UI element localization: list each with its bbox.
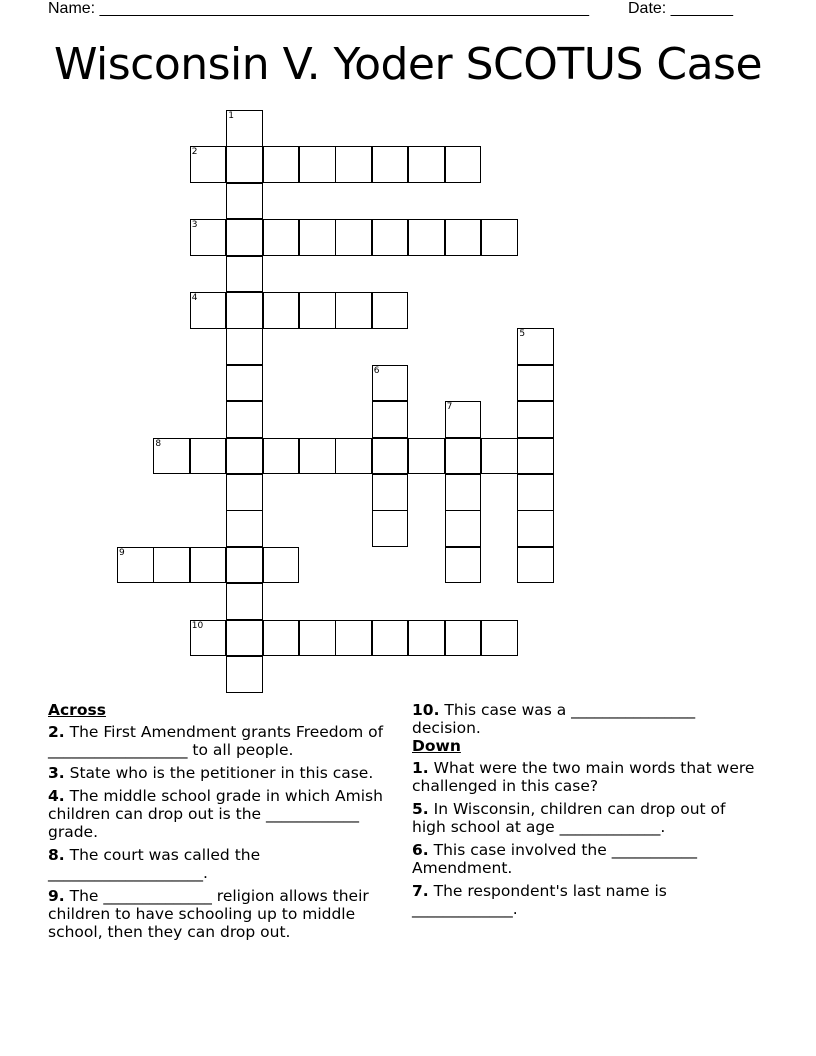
crossword-cell[interactable] — [226, 547, 263, 584]
crossword-cell[interactable] — [335, 292, 372, 329]
clue-text: The ______________ religion allows their children to have schooling up to middle school, then they can drop out. — [48, 887, 369, 941]
clue-text: The respondent's last name is _____________. — [412, 882, 667, 918]
crossword-cell[interactable] — [153, 438, 190, 475]
crossword-cell[interactable] — [299, 146, 336, 183]
crossword-cell[interactable] — [481, 219, 518, 256]
crossword-cell[interactable] — [226, 328, 263, 365]
crossword-cell[interactable] — [226, 183, 263, 220]
clue-across-9 — [48, 887, 393, 941]
clue-number: 10. — [412, 701, 440, 719]
crossword-cell[interactable] — [226, 583, 263, 620]
crossword-cell[interactable] — [263, 292, 300, 329]
clue-text: The middle school grade in which Amish children can drop out is the ____________ grade. — [48, 787, 383, 841]
crossword-cell[interactable] — [263, 438, 300, 475]
crossword-cell[interactable] — [445, 620, 482, 657]
clues-column-left — [48, 701, 393, 946]
crossword-cell[interactable] — [226, 656, 263, 693]
clue-number: 3. — [48, 764, 65, 782]
crossword-cell[interactable] — [517, 401, 554, 438]
clues-column-right — [412, 701, 757, 923]
crossword-cell[interactable] — [226, 620, 263, 657]
cell-number: 3 — [191, 220, 198, 231]
crossword-cell[interactable] — [226, 110, 263, 147]
crossword-cell[interactable] — [190, 438, 227, 475]
crossword-cell[interactable] — [153, 547, 190, 584]
crossword-cell[interactable] — [517, 438, 554, 475]
crossword-cell[interactable] — [445, 146, 482, 183]
down-heading: Down — [412, 737, 461, 755]
crossword-cell[interactable] — [517, 510, 554, 547]
crossword-cell[interactable] — [299, 219, 336, 256]
crossword-cell[interactable] — [226, 401, 263, 438]
clue-number: 9. — [48, 887, 65, 905]
clue-across-2 — [48, 723, 393, 759]
clue-number: 4. — [48, 787, 65, 805]
clue-number: 5. — [412, 800, 429, 818]
clue-text: In Wisconsin, children can drop out of high school at age _____________. — [412, 800, 726, 836]
crossword-cell[interactable] — [517, 547, 554, 584]
crossword-cell[interactable] — [481, 620, 518, 657]
crossword-cell[interactable] — [445, 547, 482, 584]
crossword-cell[interactable] — [226, 146, 263, 183]
crossword-cell[interactable] — [517, 474, 554, 511]
header — [48, 0, 748, 20]
crossword-cell[interactable] — [372, 510, 409, 547]
crossword-cell[interactable] — [481, 438, 518, 475]
cell-number: 7 — [446, 402, 453, 413]
cell-number: 10 — [191, 620, 204, 631]
crossword-cell[interactable] — [372, 401, 409, 438]
crossword-cell[interactable] — [335, 438, 372, 475]
crossword-cell[interactable] — [408, 620, 445, 657]
cell-number: 6 — [373, 365, 380, 376]
page-title: Wisconsin V. Yoder SCOTUS Case — [53, 39, 763, 90]
crossword-cell[interactable] — [226, 510, 263, 547]
crossword-cell[interactable] — [226, 292, 263, 329]
clue-down-1 — [412, 759, 757, 795]
crossword-cell[interactable] — [263, 146, 300, 183]
clue-number: 8. — [48, 846, 65, 864]
crossword-cell[interactable] — [263, 547, 300, 584]
date-line[interactable]: Date: _______ — [628, 0, 733, 17]
crossword-cell[interactable] — [190, 547, 227, 584]
crossword-cell[interactable] — [445, 474, 482, 511]
crossword-cell[interactable] — [190, 620, 227, 657]
crossword-cell[interactable] — [372, 438, 409, 475]
clue-across-8 — [48, 846, 393, 882]
clue-text: State who is the petitioner in this case. — [69, 764, 374, 782]
clue-down-7 — [412, 882, 757, 918]
cell-number: 8 — [155, 438, 162, 449]
crossword-cell[interactable] — [445, 401, 482, 438]
crossword-cell[interactable] — [372, 292, 409, 329]
clue-number: 7. — [412, 882, 429, 900]
clue-across-3 — [48, 764, 393, 782]
crossword-cell[interactable] — [299, 438, 336, 475]
clue-text: The First Amendment grants Freedom of __________________ to all people. — [48, 723, 384, 759]
crossword-cell[interactable] — [226, 219, 263, 256]
crossword-cell[interactable] — [445, 510, 482, 547]
crossword-cell[interactable] — [263, 219, 300, 256]
crossword-cell[interactable] — [517, 328, 554, 365]
across-heading: Across — [48, 701, 106, 719]
clue-text: What were the two main words that were challenged in this case? — [412, 759, 755, 795]
cell-number: 2 — [191, 147, 198, 158]
crossword-cell[interactable] — [190, 146, 227, 183]
crossword-cell[interactable] — [226, 474, 263, 511]
crossword-cell[interactable] — [263, 620, 300, 657]
clue-number: 1. — [412, 759, 429, 777]
clue-text: This case involved the ___________ Amendment. — [412, 841, 697, 877]
crossword-cell[interactable] — [226, 256, 263, 293]
crossword-cell[interactable] — [372, 219, 409, 256]
crossword-cell[interactable] — [226, 365, 263, 402]
crossword-cell[interactable] — [190, 292, 227, 329]
clue-across-10 — [412, 701, 757, 737]
clue-down-6 — [412, 841, 757, 877]
crossword-cell[interactable] — [335, 219, 372, 256]
crossword-cell[interactable] — [372, 365, 409, 402]
clue-text: The court was called the ____________________. — [48, 846, 261, 882]
crossword-cell[interactable] — [226, 438, 263, 475]
crossword-cell[interactable] — [372, 474, 409, 511]
crossword-cell[interactable] — [445, 438, 482, 475]
crossword-cell[interactable] — [372, 146, 409, 183]
clue-across-4 — [48, 787, 393, 841]
crossword-cell[interactable] — [408, 438, 445, 475]
crossword-cell[interactable] — [117, 547, 154, 584]
crossword-cell[interactable] — [408, 219, 445, 256]
crossword-cell[interactable] — [299, 620, 336, 657]
crossword-cell[interactable] — [408, 146, 445, 183]
crossword-cell[interactable] — [335, 146, 372, 183]
crossword-cell[interactable] — [299, 292, 336, 329]
clue-number: 2. — [48, 723, 65, 741]
cell-number: 9 — [119, 547, 125, 558]
cell-number: 1 — [228, 111, 234, 121]
crossword-cell[interactable] — [517, 365, 554, 402]
crossword-cell[interactable] — [445, 219, 482, 256]
clue-down-5 — [412, 800, 757, 836]
crossword-cell[interactable] — [335, 620, 372, 657]
crossword-cell[interactable] — [190, 219, 227, 256]
name-line[interactable]: Name: _______________________________________________________ — [48, 0, 589, 17]
cell-number: 4 — [191, 293, 198, 303]
clue-number: 6. — [412, 841, 429, 859]
crossword-cell[interactable] — [372, 620, 409, 657]
clue-text: This case was a ________________ decision. — [412, 701, 696, 737]
cell-number: 5 — [519, 329, 526, 340]
